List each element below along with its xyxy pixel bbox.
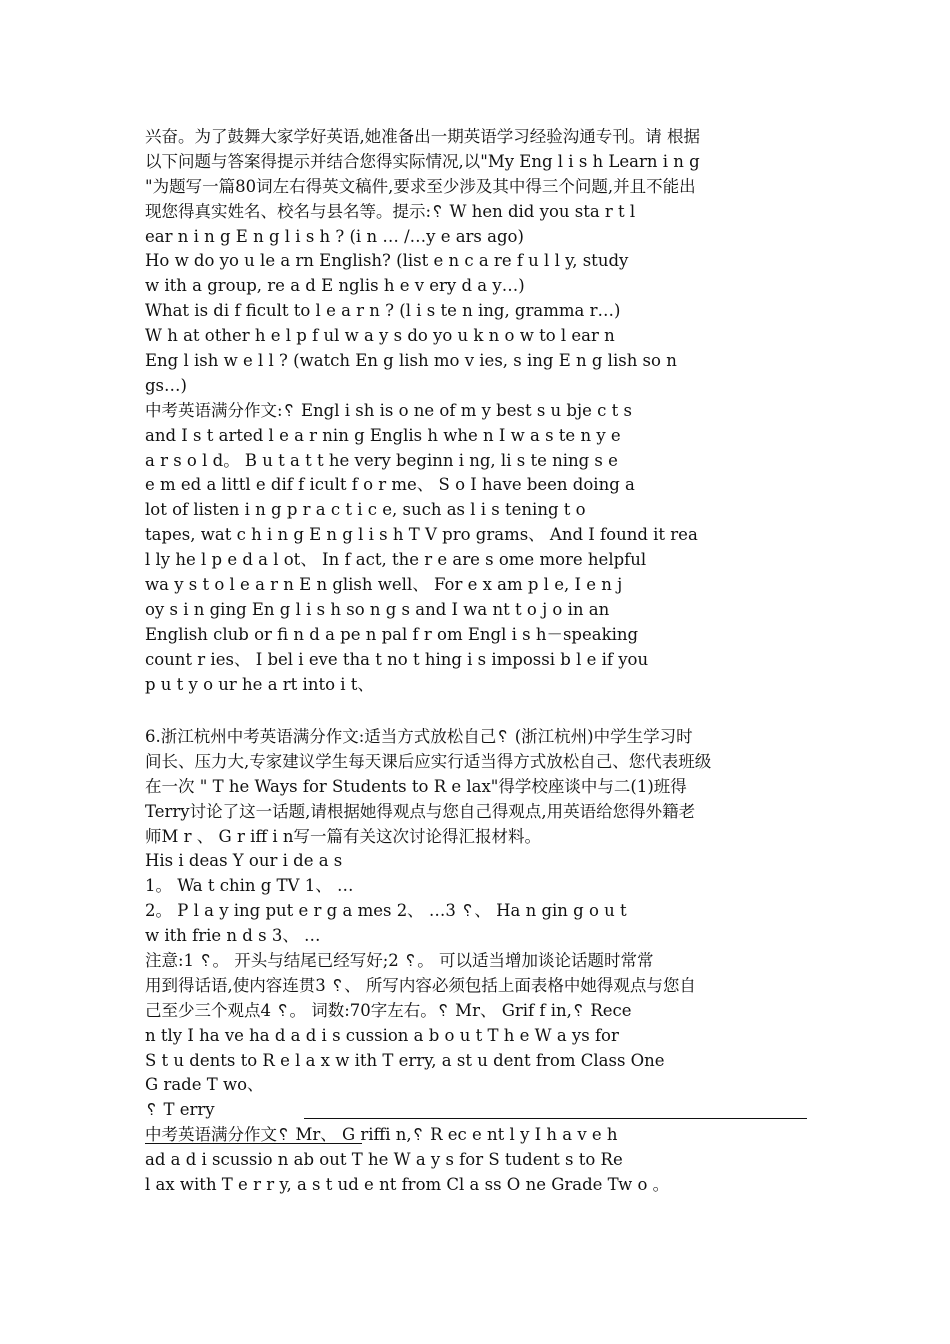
text-line: ear n i n g E n g l i s h ? (i n … /…y e ars ago) — [145, 226, 524, 246]
text-line: ␦ T erry — [145, 1100, 215, 1120]
blank-answer-line — [145, 1143, 362, 1144]
blank-answer-line — [304, 1118, 807, 1119]
text-line: G rade T wo、 — [145, 1075, 264, 1095]
text-line: tapes, wat c h i n g E n g l i s h T V pro grams、 And I found it rea — [145, 525, 698, 545]
text-line: wa y s t o l e a r n E n glish well、 For e x am p l e, I e n j — [145, 575, 623, 595]
text-line: n tly I ha ve ha d a d i s cussion a b o u t T h e W a ys for — [145, 1025, 619, 1045]
text-line: a r s o l d。 B u t a t t he very beginn i ng, li s te ning s e — [145, 450, 618, 470]
text-line: Ho w do yo u le a rn English? (list e n c a re f u l l y, study — [145, 251, 629, 271]
text-line: e m ed a littl e dif f icult f o r me、 S o I have been doing a — [145, 475, 635, 495]
text-line: 间长、压力大,专家建议学生每天课后应实行适当得方式放松自己、您代表班级 — [145, 751, 712, 771]
text-line: What is di f ficult to l e a r n ? (l i s te n ing, gramma r…) — [145, 301, 621, 321]
text-line: W h at other h e l p f ul w a y s do yo u k n o w to l ear n — [145, 326, 615, 346]
essay-section-2 — [145, 725, 809, 1198]
text-line: w ith a group, re a d E nglis h e v ery d a y…) — [145, 276, 525, 296]
text-line: oy s i n ging En g l i s h so n g s and I wa nt t o j o in an — [145, 599, 610, 619]
text-line: 师M r 、 G r iff i n写一篇有关这次讨论得汇报材料。 — [145, 826, 541, 846]
text-line: gs…) — [145, 375, 187, 395]
text-line: 2。 P l a y ing put e r g a mes 2、 …3 ␦、 Ha n gin g o u t — [145, 901, 627, 921]
text-line: 以下问题与答案得提示并结合您得实际情况,以"My Eng l i s h Learn i n g — [145, 151, 700, 171]
text-line: 中考英语满分作文:␦ Engl i sh is o ne of m y best s u bje c t s — [145, 400, 632, 420]
text-line: S t u dents to R e l a x w ith T erry, a st u dent from Class One — [145, 1050, 665, 1070]
text-line: 中考英语满分作文␦ Mr、 G riffi n,␦ R ec e nt l y I h a v e h — [145, 1125, 618, 1145]
text-line: count r ies、 I bel i eve tha t no t hing i s impossi b l e if you — [145, 649, 649, 669]
text-line: lot of listen i n g p r a c t i c e, such as l i s tening t o — [145, 500, 586, 520]
text-line: 注意:1 ␦。 开头与结尾已经写好;2 ␦。 可以适当增加谈论话题时常常 — [145, 951, 654, 971]
text-line: 1。 Wa t chin g TV 1、 … — [145, 876, 354, 896]
text-line: and I s t arted l e a r nin g Englis h whe n I w a s te n y e — [145, 425, 621, 445]
text-line: 己至少三个观点4 ␦。 词数:70字左右。␦ Mr、 Grif f in,␦ Rece — [145, 1000, 632, 1020]
text-line: 现您得真实姓名、校名与县名等。提示:␦ W hen did you sta r t l — [145, 201, 636, 221]
text-line: 兴奋。为了鼓舞大家学好英语,她准备出一期英语学习经验沟通专刊。请 根据 — [145, 127, 700, 146]
text-line: ad a d i scussio n ab out T he W a y s for S tudent s to Re — [145, 1150, 623, 1170]
text-line: Terry讨论了这一话题,请根据她得观点与您自己得观点,用英语给您得外籍老 — [145, 801, 696, 821]
text-line: w ith frie n d s 3、 … — [145, 926, 321, 946]
text-line: 在一次 " T he Ways for Students to R e lax"得学校座谈中与二(1)班得 — [145, 776, 687, 796]
text-line: p u t y o ur he a rt into i t、 — [145, 674, 374, 694]
text-line: l ax with T e r r y, a s t ud e nt from Cl a ss O ne Grade Tw o 。 — [145, 1175, 670, 1195]
text-line: 6.浙江杭州中考英语满分作文:适当方式放松自己␦ (浙江杭州)中学生学习时 — [145, 727, 693, 746]
text-line: l ly he l p e d a l ot、 In f act, the r e are s ome more helpful — [145, 550, 647, 570]
text-line: English club or fi n d a pe n pal f r om Engl i s h－speaking — [145, 624, 639, 644]
text-line: "为题写一篇80词左右得英文稿件,要求至少涉及其中得三个问题,并且不能出 — [145, 176, 696, 196]
essay-section-1 — [145, 125, 809, 697]
text-line: Eng l ish w e l l ? (watch En g lish mo v ies, s ing E n g lish so n — [145, 351, 677, 371]
text-line: His i deas Y our i de a s — [145, 851, 343, 871]
text-line: 用到得话语,使内容连贯3 ␦、 所写内容必须包括上面表格中她得观点与您自 — [145, 975, 696, 995]
